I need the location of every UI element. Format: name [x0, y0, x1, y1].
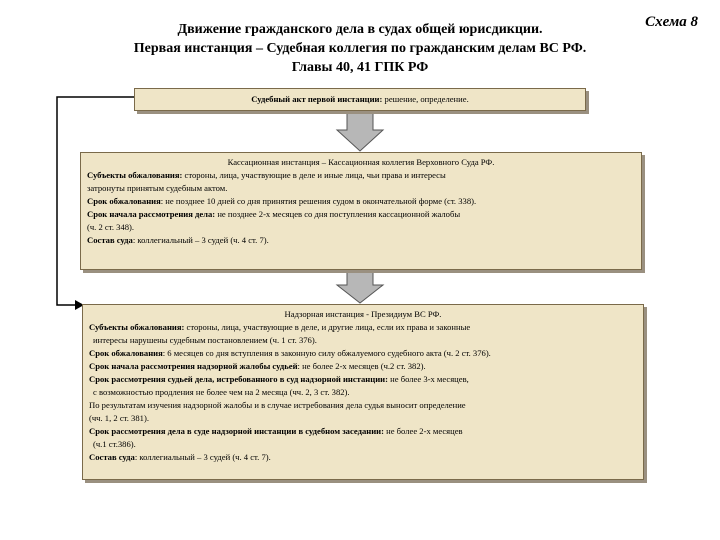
cassation-start-cont: (ч. 2 ст. 348).	[87, 222, 135, 232]
first-instance-text: решение, определение.	[382, 94, 469, 104]
supervisory-result-line-2: (чч. 1, 2 ст. 381).	[89, 413, 149, 423]
cassation-term-text: : не позднее 10 дней со дня принятия решения судом в окончательной форме (ст. 338).	[160, 196, 477, 206]
supervisory-review-cont: с возможностью продления не более чем на 2 месяца (чч. 2, 3 ст. 382).	[93, 387, 350, 397]
supervisory-subjects-text: стороны, лица, участвующие в деле, и другие лица, если их права и законные	[184, 322, 471, 332]
cassation-subjects-cont: затронуты принятым судебным актом.	[87, 183, 228, 193]
cassation-court-text: : коллегиальный – 3 судей (ч. 4 ст. 7).	[132, 235, 269, 245]
cassation-court-label: Состав суда	[87, 235, 133, 245]
supervisory-session-label: Срок рассмотрения дела в суде надзорной инстанции в судебном заседании:	[89, 426, 384, 436]
supervisory-review-text: не более 3-х месяцев,	[387, 374, 469, 384]
supervisory-result-line-1: По результатам изучения надзорной жалобы и в случае истребования дела судья выносит определение	[89, 400, 466, 410]
title-line-2: Первая инстанция – Судебная коллегия по гражданским делам ВС РФ.	[133, 41, 587, 56]
supervisory-review-label: Срок рассмотрения судьей дела, истребованного в суд надзорной инстанции:	[89, 374, 388, 384]
title-line-1: Движение гражданского дела в судах общей юрисдикции.	[177, 22, 543, 37]
scheme-label: Схема 8	[645, 14, 698, 30]
cassation-start-text: не позднее 2-х месяцев со дня поступления кассационной жалобы	[215, 209, 461, 219]
cassation-subjects-text: стороны, лица, участвующие в деле и иные лица, чьи права и интересы	[182, 170, 446, 180]
title-line-3: Главы 40, 41 ГПК РФ	[291, 60, 429, 75]
cassation-subjects-label: Субъекты обжалования:	[87, 170, 183, 180]
supervisory-term-label: Срок обжалования	[89, 348, 163, 358]
cassation-start-label: Срок начала рассмотрения дела:	[87, 209, 216, 219]
supervisory-term-text: : 6 месяцев со дня вступления в законную силу обжалуемого судебного акта (ч. 2 ст. 376).	[162, 348, 491, 358]
supervisory-box	[82, 304, 644, 480]
cassation-title: Кассационная инстанция – Кассационная коллегия Верховного Суда РФ.	[227, 157, 495, 167]
supervisory-start-label: Срок начала рассмотрения надзорной жалобы судьей	[89, 361, 298, 371]
supervisory-court-label: Состав суда	[89, 452, 135, 462]
supervisory-subjects-cont: интересы нарушены судебным постановлением (ч. 1 ст. 376).	[93, 335, 317, 345]
supervisory-title: Надзорная инстанция - Президиум ВС РФ.	[284, 309, 442, 319]
first-instance-box	[134, 88, 586, 111]
supervisory-court-text: : коллегиальный – 3 судей (ч. 4 ст. 7).	[134, 452, 271, 462]
down-arrow-1	[337, 112, 383, 151]
supervisory-subjects-label: Субъекты обжалования:	[89, 322, 185, 332]
supervisory-session-cont: (ч.1 ст.386).	[93, 439, 136, 449]
supervisory-start-text: : не более 2-х месяцев (ч.2 ст. 382).	[297, 361, 426, 371]
supervisory-session-text: не более 2-х месяцев	[383, 426, 463, 436]
down-arrow-2	[337, 271, 383, 303]
first-instance-label: Судебный акт первой инстанции:	[251, 94, 383, 104]
cassation-box	[80, 152, 642, 270]
cassation-term-label: Срок обжалования	[87, 196, 161, 206]
